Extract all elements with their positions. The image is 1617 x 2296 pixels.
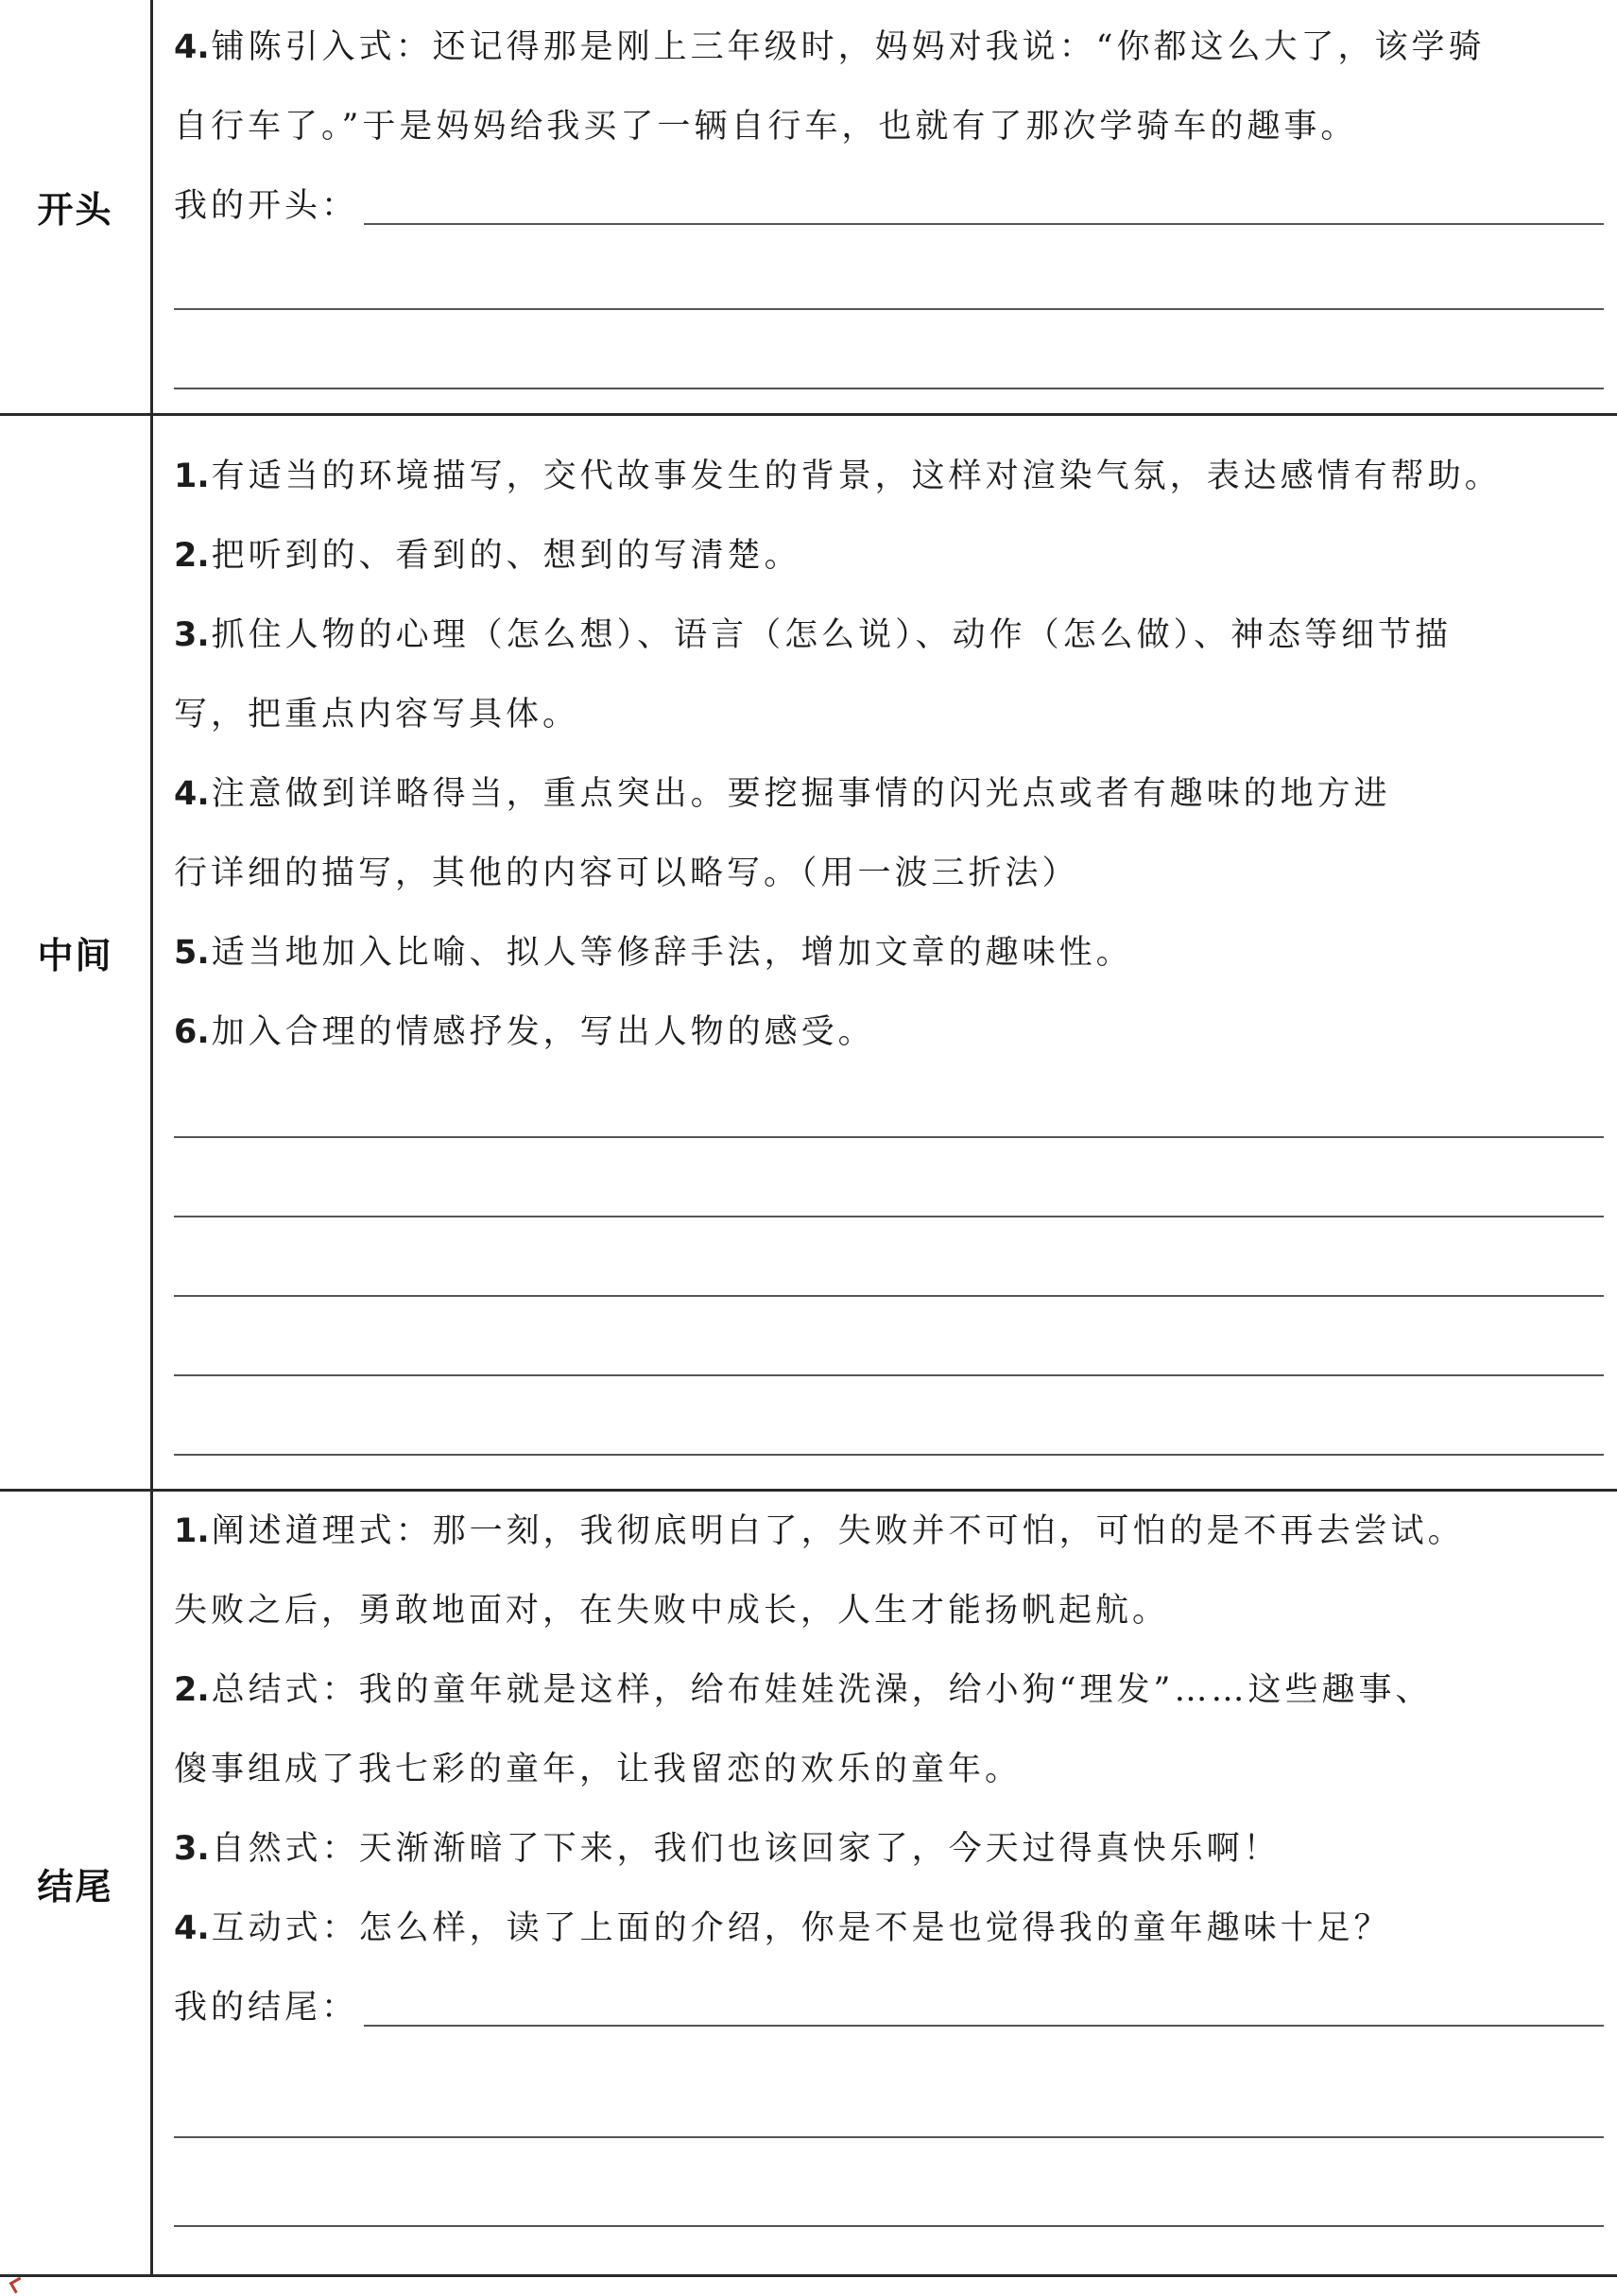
item-line: 4.互动式：怎么样，读了上面的介绍，你是不是也觉得我的童年趣味十足？	[174, 1909, 1391, 1947]
answer-line[interactable]	[174, 1136, 1604, 1138]
item-line: 失败之后，勇敢地面对，在失败中成长，人生才能扬帆起航。	[174, 1592, 1170, 1630]
ending-answer-row[interactable]	[174, 1968, 1604, 2047]
answer-line[interactable]	[174, 2136, 1604, 2138]
section-label-cell	[0, 416, 153, 1489]
item-line: 2.总结式：我的童年就是这样，给布娃娃洗澡，给小狗“理发”……这些趣事、	[174, 1671, 1433, 1709]
item-line: 6.加入合理的情感抒发，写出人物的感受。	[174, 1013, 875, 1051]
item-line: 1.阐述道理式：那一刻，我彻底明白了，失败并不可怕，可怕的是不再去尝试。	[174, 1512, 1465, 1550]
section-label: 结尾	[37, 1865, 113, 1908]
item-line: 1.有适当的环境描写，交代故事发生的背景，这样对渲染气氛，表达感情有帮助。	[174, 457, 1502, 495]
answer-line[interactable]	[174, 1295, 1604, 1297]
item-line: 3.抓住人物的心理（怎么想）、语言（怎么说）、动作（怎么做）、神态等细节描	[174, 616, 1453, 654]
section-label-cell	[0, 1492, 153, 2274]
item-line: 傻事组成了我七彩的童年，让我留恋的欢乐的童年。	[174, 1751, 1023, 1788]
answer-line[interactable]	[364, 223, 1604, 225]
section-opening	[0, 0, 1617, 416]
answer-line[interactable]	[174, 1454, 1604, 1456]
section-content	[153, 0, 1617, 413]
ending-prompt-label: 我的结尾：	[174, 1989, 359, 2027]
item-line: 自行车了。”于是妈妈给我买了一辆自行车，也就有了那次学骑车的趣事。	[174, 108, 1358, 146]
item-line: 5.适当地加入比喻、拟人等修辞手法，增加文章的趣味性。	[174, 934, 1133, 972]
section-label: 开头	[37, 189, 113, 231]
answer-line[interactable]	[174, 388, 1604, 389]
answer-line[interactable]	[364, 2025, 1604, 2027]
section-ending	[0, 1492, 1617, 2277]
item-line: 4.注意做到详略得当，重点突出。要挖掘事情的闪光点或者有趣味的地方进	[174, 775, 1391, 813]
opening-prompt-label: 我的开头：	[174, 187, 359, 225]
answer-line[interactable]	[174, 1216, 1604, 1217]
opening-answer-row[interactable]	[174, 166, 1604, 246]
item-line: 4.铺陈引入式：还记得那是刚上三年级时，妈妈对我说：“你都这么大了，该学骑	[174, 28, 1486, 66]
answer-line[interactable]	[174, 1374, 1604, 1376]
answer-line[interactable]	[174, 2225, 1604, 2227]
section-label-cell	[0, 0, 153, 413]
item-line: 写，把重点内容写具体。	[174, 696, 580, 734]
answer-line[interactable]	[174, 308, 1604, 310]
section-content	[153, 416, 1617, 1489]
item-line: 行详细的描写，其他的内容可以略写。（用一波三折法）	[174, 855, 1079, 892]
corner-mark-icon	[9, 2277, 26, 2294]
item-line: 3.自然式：天渐渐暗了下来，我们也该回家了，今天过得真快乐啊！	[174, 1830, 1281, 1868]
section-middle	[0, 416, 1617, 1492]
section-label: 中间	[37, 935, 113, 976]
item-line: 2.把听到的、看到的、想到的写清楚。	[174, 537, 801, 575]
section-content	[153, 1492, 1617, 2274]
